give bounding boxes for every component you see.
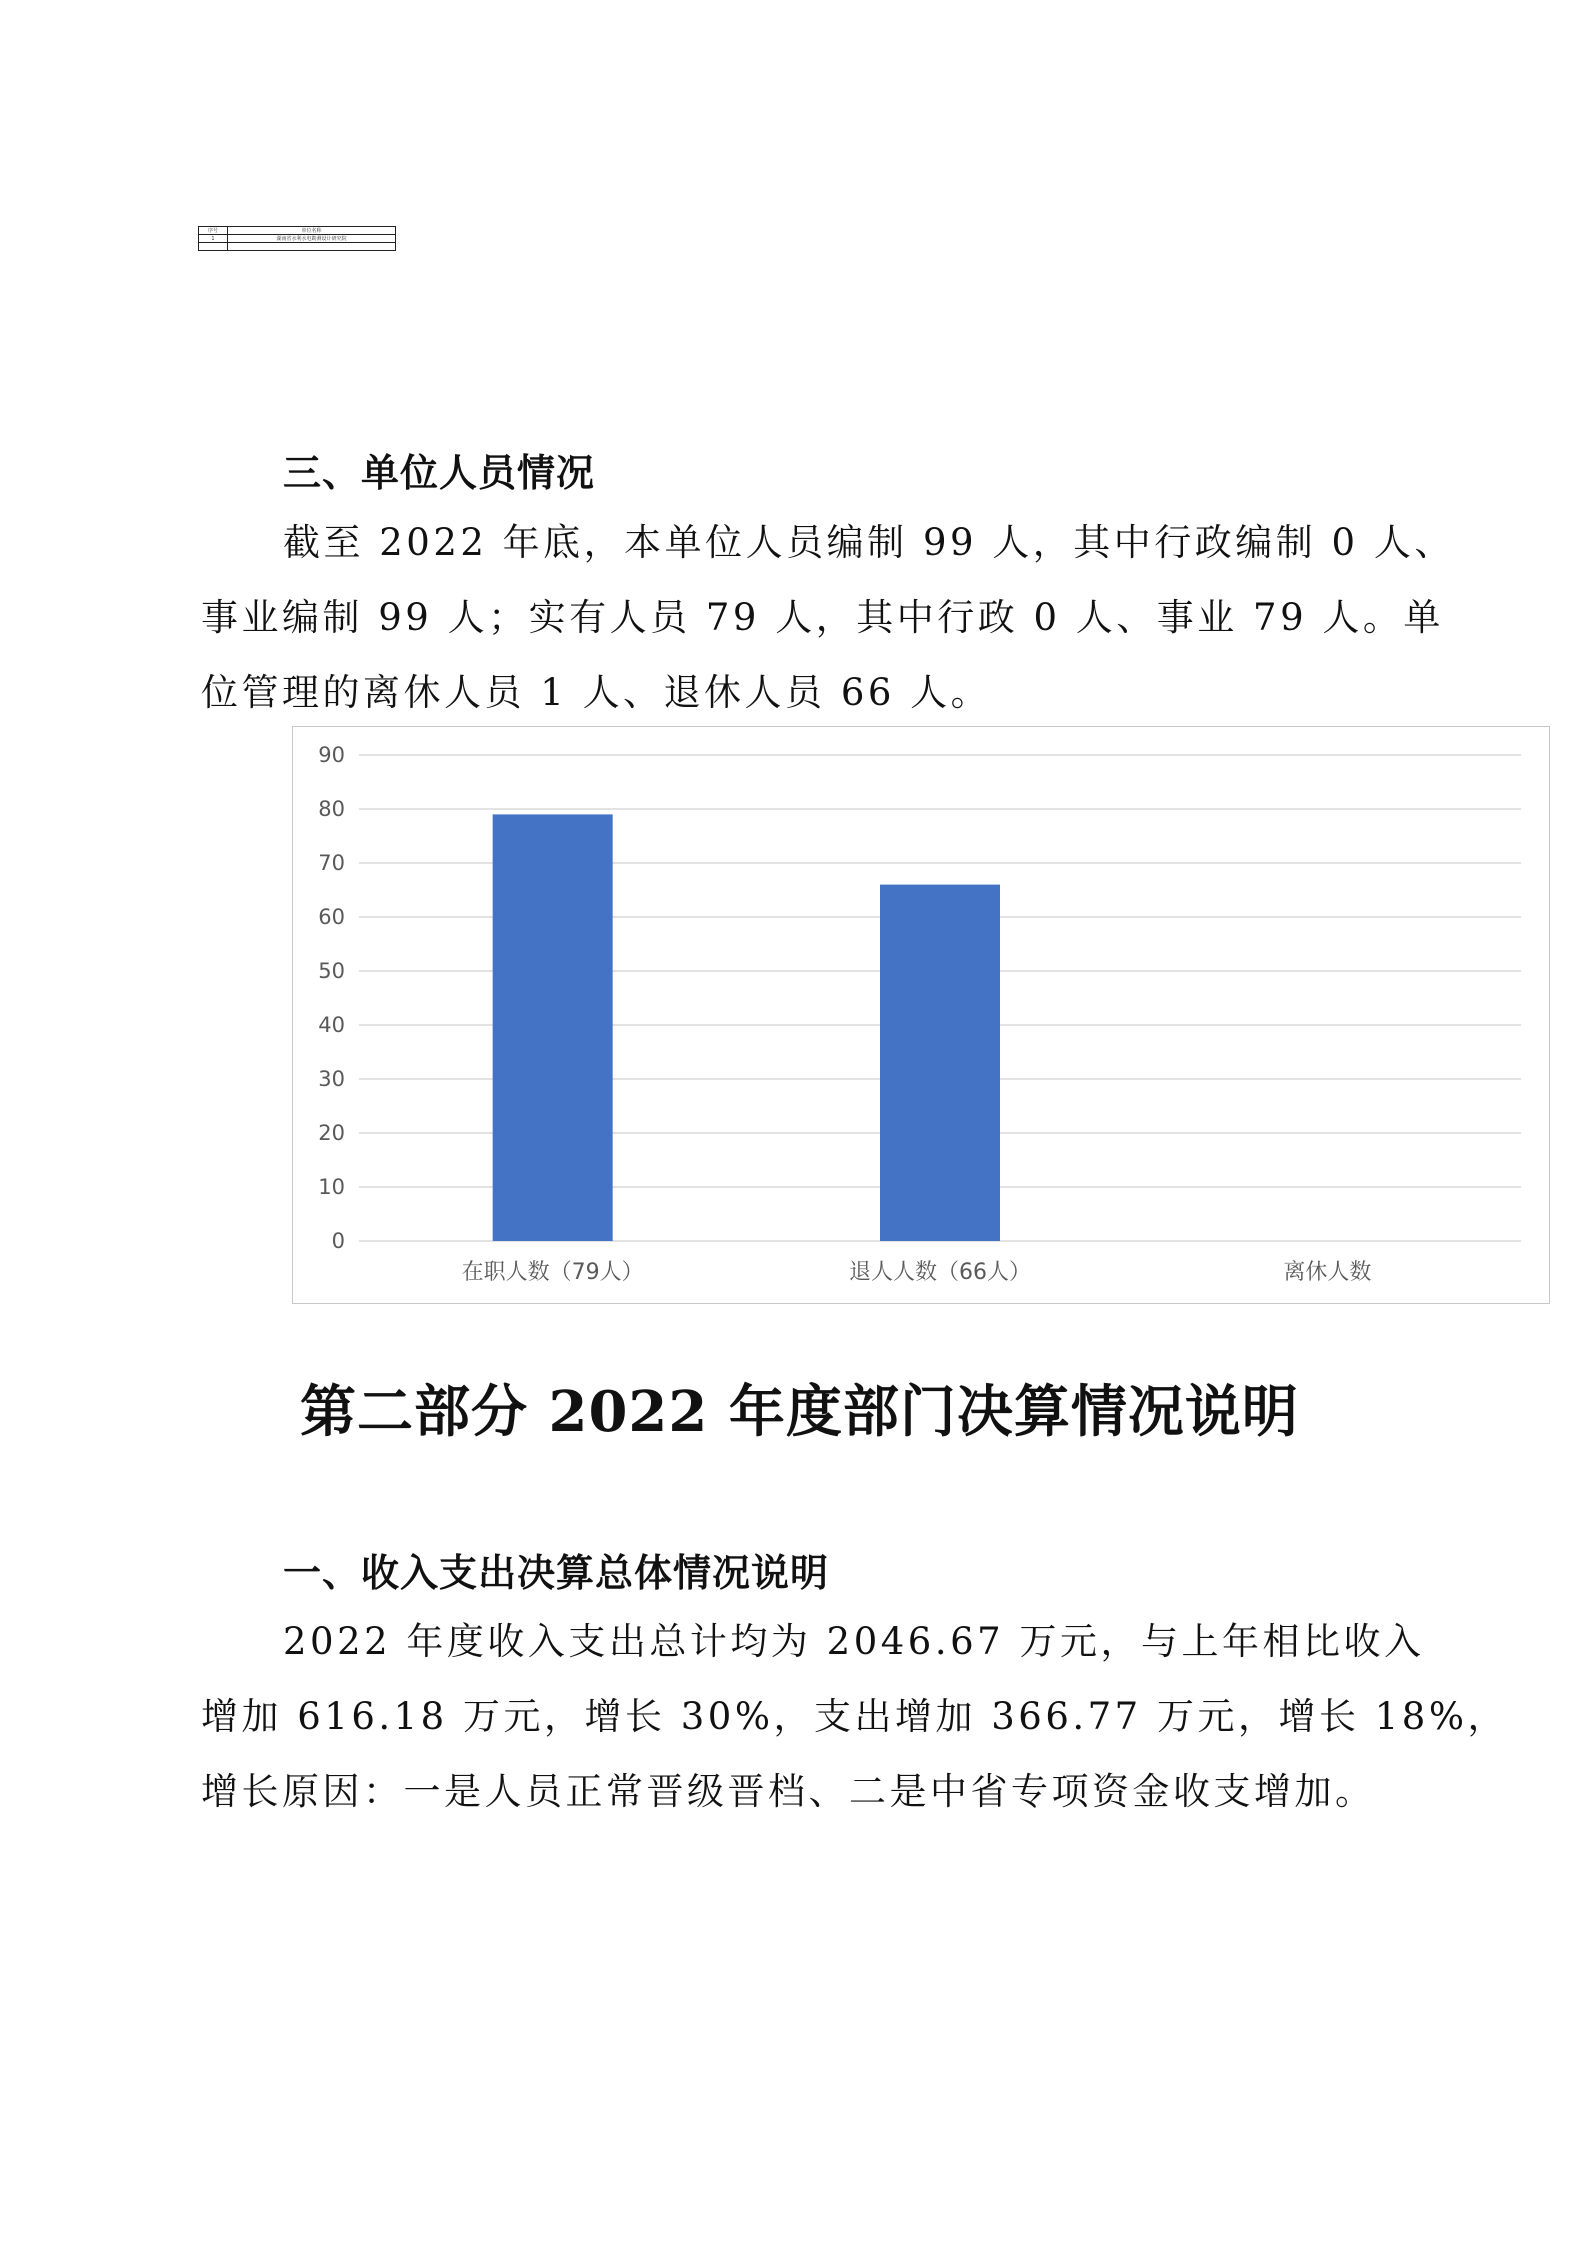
table-row-empty (199, 243, 396, 251)
paragraph-line: 位管理的离休人员 1 人、退休人员 66 人。 (201, 671, 992, 714)
bar (880, 885, 1000, 1241)
y-tick-label: 40 (318, 1013, 345, 1037)
y-tick-label: 80 (318, 797, 345, 821)
y-tick-label: 70 (318, 851, 345, 875)
paragraph-line: 截至 2022 年底，本单位人员编制 99 人，其中行政编制 0 人、 (283, 521, 1455, 564)
table-header-cell: 单位名称 (228, 227, 396, 235)
y-tick-label: 0 (331, 1229, 345, 1253)
x-tick-label: 离休人数 (1283, 1260, 1372, 1285)
section-three-heading: 三、单位人员情况 (283, 451, 596, 495)
bar (493, 814, 613, 1241)
y-tick-label: 20 (318, 1121, 345, 1145)
table-cell: 1 (199, 235, 228, 243)
section-one-paragraph (201, 1604, 1508, 1829)
unit-list-table (198, 226, 396, 251)
x-tick-label: 退人人数（66人） (849, 1260, 1031, 1285)
y-tick-label: 50 (318, 959, 345, 983)
section-one-heading: 一、收入支出决算总体情况说明 (283, 1551, 830, 1595)
chart-canvas (293, 727, 1551, 1305)
paragraph-line: 增长原因：一是人员正常晋级晋档、二是中省专项资金收支增加。 (201, 1770, 1376, 1813)
staff-bar-chart (292, 726, 1550, 1304)
table-cell: 湖南省水利水电勘测设计研究院 (228, 235, 396, 243)
paragraph-line: 2022 年度收入支出总计均为 2046.67 万元，与上年相比收入 (283, 1620, 1425, 1663)
paragraph-line: 增加 616.18 万元，增长 30%，支出增加 366.77 万元，增长 18%， (201, 1695, 1508, 1738)
section-three-paragraph (201, 505, 1455, 730)
paragraph-line: 事业编制 99 人；实有人员 79 人，其中行政 0 人、事业 79 人。单 (201, 596, 1444, 639)
y-tick-label: 90 (318, 743, 345, 767)
table-header-cell: 序号 (199, 227, 228, 235)
table-header-row (199, 227, 396, 235)
x-tick-label: 在职人数（79人） (461, 1260, 644, 1285)
y-tick-label: 30 (318, 1067, 345, 1091)
table-row (199, 235, 396, 243)
y-tick-label: 60 (318, 905, 345, 929)
part-two-title: 第二部分 2022 年度部门决算情况说明 (300, 1379, 1299, 1445)
y-tick-label: 10 (318, 1175, 345, 1199)
